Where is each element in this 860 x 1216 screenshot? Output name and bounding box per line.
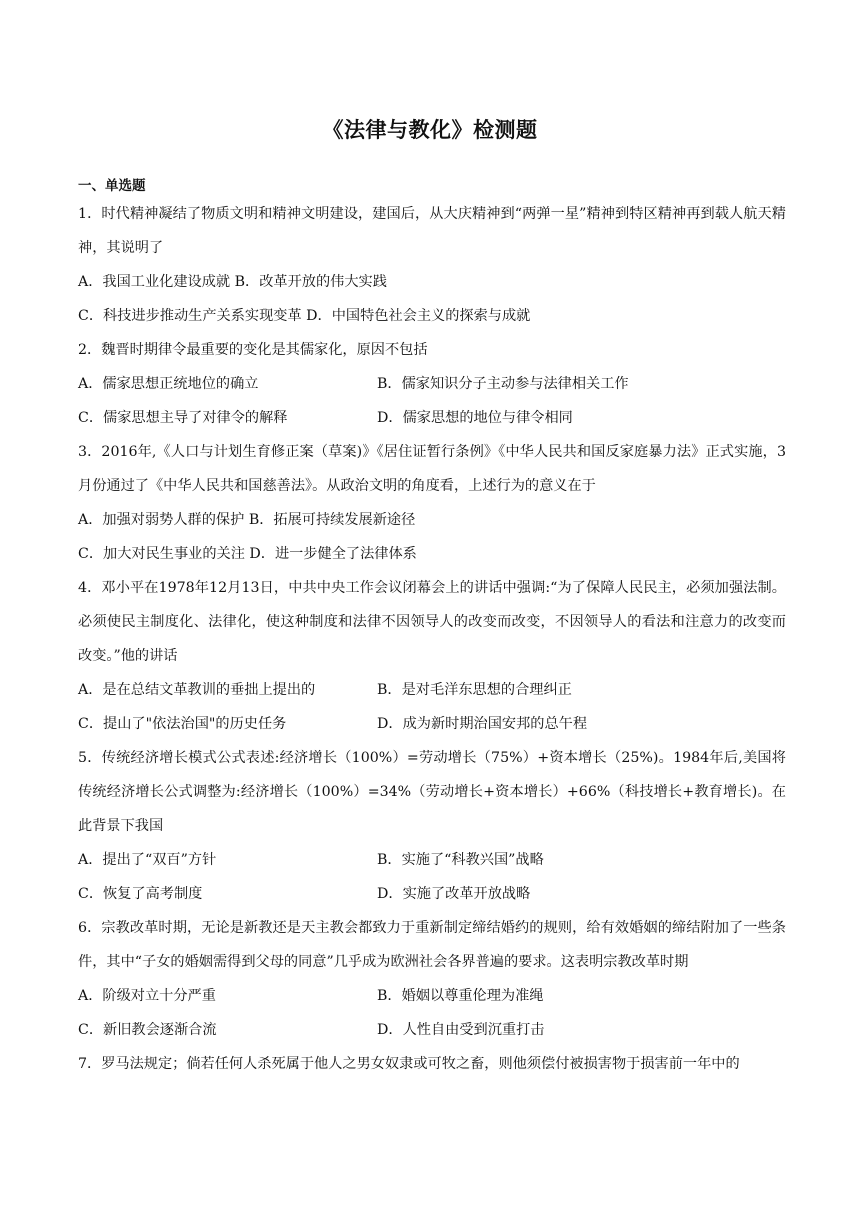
option-line: A．我国工业化建设成就 B．改革开放的伟大实践 [78,274,387,290]
option-row [78,367,786,401]
question-6 [78,911,786,1047]
question-7 [78,1047,786,1081]
option-line: A．加强对弱势人群的保护 B．拓展可持续发展新途径 [78,512,416,528]
option-row [78,401,786,435]
question-4 [78,571,786,741]
question-stem: 6．宗教改革时期，无论是新教还是天主教会都致力于重新制定缔结婚约的规则，给有效婚姻的缔结附加了一些条件，其中“子女的婚姻需得到父母的同意”几乎成为欧洲社会各界普遍的要求。这表明宗教改革时期 [78,920,786,970]
question-3 [78,435,786,571]
option-a: A．儒家思想正统地位的确立 [78,376,259,392]
question-stem: 4．邓小平在1978年12月13日，中共中央工作会议闭幕会上的讲话中强调:“为了保障人民民主，必须加强法制。必须使民主制度化、法律化，使这种制度和法律不因领导人的改变而改变，不因领导人的看法和注意力的改变而改变。”他的讲话 [78,580,786,664]
option-a: A．是在总结文革教训的垂拙上提出的 [78,682,316,698]
option-row [78,877,786,911]
option-b: B．实施了“科教兴国”战略 [377,852,544,868]
question-stem: 3．2016年,《人口与计划生育修正案（草案)》《居住证暂行条例》《中华人民共和国反家庭暴力法》正式实施，3月份通过了《中华人民共和国慈善法》。从政治文明的角度看，上述行为的意义在于 [78,444,786,494]
option-line: C．科技进步推动生产关系实现变革 D．中国特色社会主义的探索与成就 [78,308,531,324]
option-row [78,707,786,741]
option-row [78,1013,786,1047]
document-title: 《法律与教化》检测题 [322,118,538,142]
option-c: C．新旧教会逐渐合流 [78,1022,217,1038]
option-row [78,843,786,877]
option-d: D．成为新时期治国安邦的总午程 [377,716,588,732]
question-stem: 5．传统经济增长模式公式表述:经济增长（100%）=劳动增长（75%）+资本增长（25%)。1984年后,美国将传统经济增长公式调整为:经济增长（100%）=34%（劳动增长+资本增长）+66%（科技增长+教育增长)。在此背景下我国 [78,750,786,834]
option-b: B．是对毛洋东思想的合理纠正 [377,682,572,698]
option-line: C．加大对民生事业的关注 D．进一步健全了法律体系 [78,546,417,562]
option-row [78,673,786,707]
question-stem: 7．罗马法规定；倘若任何人杀死属于他人之男女奴隶或可牧之畜，则他须偿付被损害物于损害前一年中的 [78,1056,740,1072]
option-d: D．人性自由受到沉重打击 [377,1022,545,1038]
option-row [78,979,786,1013]
option-b: B．儒家知识分子主动参与法律相关工作 [377,376,629,392]
option-c: C．儒家思想主导了对律令的解释 [78,410,288,426]
section-heading: 一、单选题 [78,178,146,194]
option-c: C．提山了"依法治国"的历史任务 [78,716,287,732]
option-b: B．婚姻以尊重伦理为准绳 [377,988,544,1004]
question-stem: 2．魏晋时期律令最重要的变化是其儒家化，原因不包括 [78,342,428,358]
question-stem: 1．时代精神凝结了物质文明和精神文明建设，建国后，从大庆精神到“两弹一星”精神到特区精神再到载人航天精神，其说明了 [78,206,786,256]
question-2 [78,333,786,435]
option-a: A．提出了“双百”方针 [78,852,217,868]
question-5 [78,741,786,911]
option-d: D．实施了改革开放战略 [377,886,531,902]
question-1 [78,197,786,333]
option-c: C．恢复了高考制度 [78,886,203,902]
question-list [78,197,786,1081]
option-d: D．儒家思想的地位与律令相同 [377,410,573,426]
option-a: A．阶级对立十分严重 [78,988,216,1004]
